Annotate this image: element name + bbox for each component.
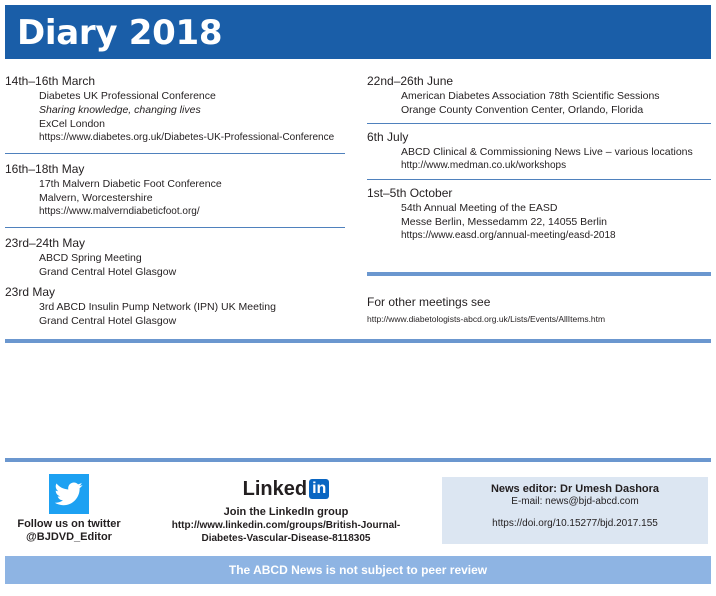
event-title: ABCD Spring Meeting	[39, 252, 142, 264]
event-date: 14th–16th March	[5, 74, 96, 88]
event-item	[367, 130, 711, 173]
header-banner	[5, 5, 711, 59]
section-rule	[5, 339, 711, 343]
event-link[interactable]: https://www.easd.org/annual-meeting/easd-2018	[401, 230, 616, 241]
news-editor-email[interactable]: E-mail: news@bjd-abcd.com	[511, 496, 639, 507]
event-title: 17th Malvern Diabetic Foot Conference	[39, 178, 222, 190]
event-title: American Diabetes Association 78th Scientific Sessions	[401, 90, 660, 102]
divider	[367, 123, 711, 124]
event-subtitle: Sharing knowledge, changing lives	[39, 104, 201, 116]
event-link[interactable]: https://www.malverndiabeticfoot.org/	[39, 206, 200, 217]
event-location: Orange County Convention Center, Orlando, Florida	[401, 104, 644, 116]
news-editor-title: News editor: Dr Umesh Dashora	[490, 483, 660, 495]
event-date: 16th–18th May	[5, 162, 85, 176]
linkedin-logo-text: Linked	[242, 477, 308, 500]
other-meetings-label: For other meetings see	[367, 295, 491, 309]
event-title: 54th Annual Meeting of the EASD	[401, 202, 558, 214]
event-location: Grand Central Hotel Glasgow	[39, 266, 177, 278]
twitter-handle[interactable]: @BJDVD_Editor	[26, 531, 112, 543]
linkedin-block	[155, 478, 417, 545]
event-title: ABCD Clinical & Commissioning News Live – various locations	[401, 146, 693, 158]
other-meetings-link[interactable]: http://www.diabetologists-abcd.org.uk/Lists/Events/AllItems.htm	[367, 314, 606, 324]
linkedin-icon: in	[309, 479, 329, 499]
event-date: 6th July	[367, 130, 409, 144]
event-link[interactable]: http://www.medman.co.uk/workshops	[401, 160, 567, 171]
divider	[5, 153, 345, 154]
event-item	[367, 186, 711, 243]
twitter-block	[5, 474, 133, 544]
twitter-follow-text: Follow us on twitter	[17, 518, 121, 530]
event-date: 23rd May	[5, 285, 56, 299]
event-date: 1st–5th October	[367, 186, 453, 200]
twitter-bird-icon[interactable]	[49, 474, 89, 514]
section-rule	[367, 272, 711, 276]
right-column	[367, 74, 711, 243]
linkedin-join-text: Join the LinkedIn group	[223, 506, 349, 518]
divider	[5, 227, 345, 228]
footer-text: The ABCD News is not subject to peer review	[228, 563, 488, 577]
news-editor-box	[442, 477, 708, 544]
event-location: Malvern, Worcestershire	[39, 192, 153, 204]
event-location: Messe Berlin, Messedamm 22, 14055 Berlin	[401, 216, 608, 228]
event-item	[5, 162, 345, 219]
linkedin-logo[interactable]	[243, 478, 330, 500]
event-location: Grand Central Hotel Glasgow	[39, 315, 177, 327]
page-title: Diary 2018	[17, 13, 223, 53]
left-column	[5, 74, 345, 328]
event-item	[5, 236, 345, 279]
doi-link[interactable]: https://doi.org/10.15277/bjd.2017.155	[492, 518, 658, 529]
event-item	[5, 285, 345, 328]
linkedin-url-line1[interactable]: http://www.linkedin.com/groups/British-Journal-	[171, 520, 401, 531]
divider	[367, 179, 711, 180]
event-item	[5, 74, 345, 145]
event-link[interactable]: https://www.diabetes.org.uk/Diabetes-UK-Professional-Conference	[39, 132, 335, 143]
other-meetings	[367, 295, 711, 325]
event-item	[367, 74, 711, 117]
event-title: Diabetes UK Professional Conference	[39, 90, 216, 102]
event-date: 23rd–24th May	[5, 236, 86, 250]
footer-banner	[5, 556, 711, 584]
event-date: 22nd–26th June	[367, 74, 454, 88]
event-location: ExCel London	[39, 118, 105, 130]
linkedin-url-line2[interactable]: Diabetes-Vascular-Disease-8118305	[201, 533, 371, 544]
section-rule	[5, 458, 711, 462]
event-title: 3rd ABCD Insulin Pump Network (IPN) UK Meeting	[39, 301, 276, 313]
